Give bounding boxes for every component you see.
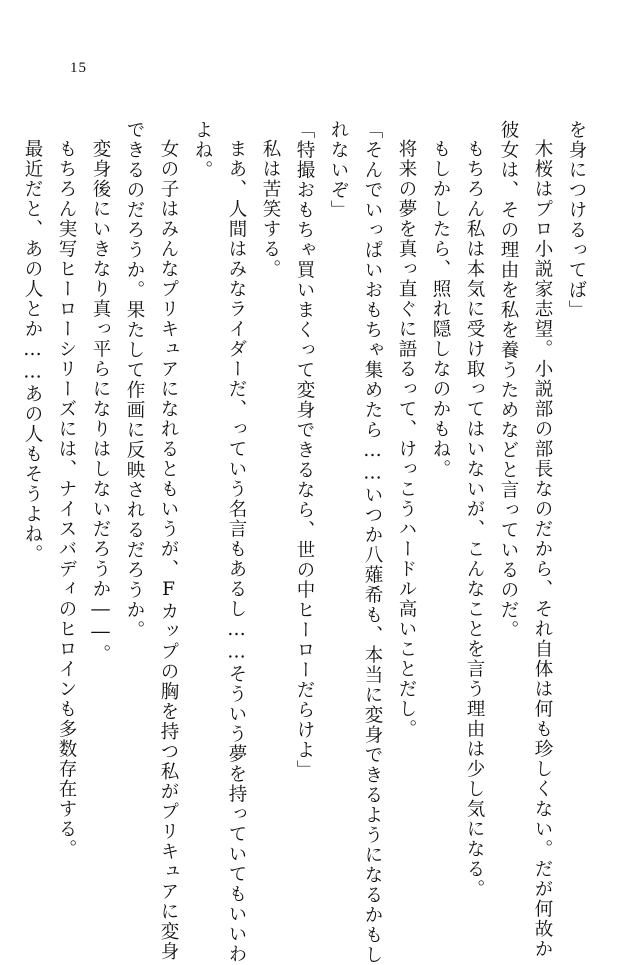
page-number: 15 (70, 60, 87, 76)
text-line: もちろん私は本気に受け取ってはいないが、こんなことを言う理由は少し気になる。 (464, 138, 485, 899)
text-line: 「そんでいっぱいおもちゃ集めたら……いつか八薙希も、本当に変身できるようになるかもし (362, 120, 383, 965)
text-line: 木桜はプロ小説家志望。小説部の部長なのだから、それ自体は何も珍しくない。だが何故か (532, 138, 553, 959)
text-line: 将来の夢を真っ直ぐに語るって、けっこうハードル高いことだし。 (396, 138, 417, 739)
text-line: まあ、人間はみなライダーだ、っていう名言もあるし……そういう夢を持っていてもいいわ (226, 138, 247, 964)
vertical-text-body (15, 120, 593, 965)
text-line: もちろん実写ヒーローシリーズには、ナイスバディのヒロインも多数存在する。 (56, 138, 77, 859)
text-line: れないぞ」 (328, 120, 349, 220)
text-line: 私は苦笑する。 (260, 138, 281, 279)
text-line: を身につけるってば」 (566, 120, 587, 320)
text-line: 変身後にいきなり真っ平らになりはしないだろうか――。 (90, 138, 111, 664)
text-line: もしかしたら、照れ隠しなのかもね。 (430, 138, 451, 479)
text-line: よね。 (192, 120, 213, 180)
text-line: できるのだろうか。果たして作画に反映されるだろうか。 (124, 120, 145, 640)
text-line: 「特撮おもちゃ買いまくって変身できるなら、世の中ヒーローだらけよ」 (294, 120, 315, 780)
text-line: 彼女は、その理由を私を養うためなどと言っているのだ。 (498, 120, 519, 640)
text-line: 女の子はみんなプリキュアになれるともいうが、Fカップの胸を持つ私がプリキュアに変身 (158, 138, 179, 961)
text-line: 最近だと、あの人とか……あの人もそうよね。 (22, 138, 43, 564)
